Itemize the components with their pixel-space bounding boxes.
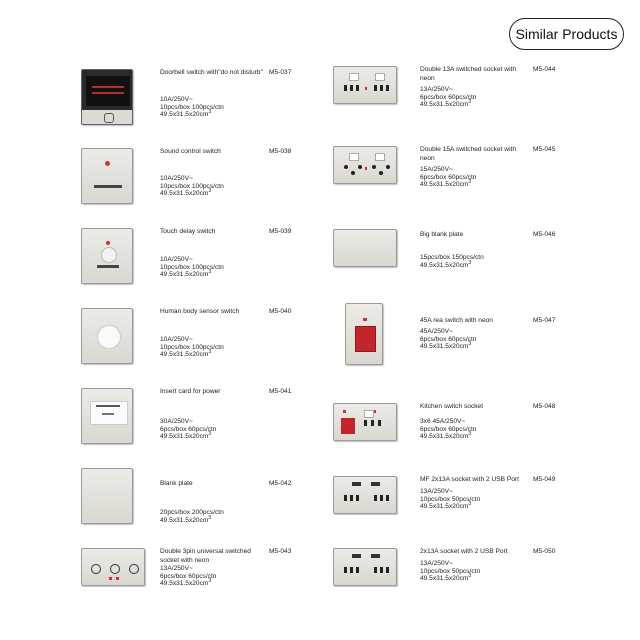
product-code: M5-048: [533, 403, 556, 410]
usb-socket-icon: [333, 548, 397, 586]
product-specs: 10A/250V~ 10pcs/box 100pcs/ctn $49.5x31.5x20cm^3$: [160, 96, 224, 119]
product-specs: 30A/250V~ 6pcs/box 60pcs/ctn $49.5x31.5x20cm^3$: [160, 418, 217, 441]
product-code: M5-040: [269, 308, 292, 315]
product-specs: 13A/250V~ 10pcs/box 50pcs/ctn $49.5x31.5x20cm^3$: [420, 488, 481, 511]
product-specs: 10A/250V~ 10pcs/box 100pcs/ctn $49.5x31.5x20cm^3$: [160, 175, 224, 198]
product-specs: 15pcs/box 150pcs/ctn $49.5x31.5x20cm^3$: [420, 254, 484, 269]
card-power-switch-icon: [81, 388, 133, 444]
usb-socket-icon: [333, 476, 397, 514]
touch-delay-switch-icon: [81, 228, 133, 284]
product-code: M5-037: [269, 69, 292, 76]
product-specs: 10A/250V~ 10pcs/box 100pcs/ctn $49.5x31.5x20cm^3$: [160, 336, 224, 359]
product-code: M5-038: [269, 148, 292, 155]
product-specs: 13A/250V~ 10pcs/box 50pcs/ctn $49.5x31.5x20cm^3$: [420, 560, 481, 583]
product-m5-050: [333, 548, 633, 620]
product-code: M5-041: [269, 388, 292, 395]
product-specs: 15A/250V~ 6pcs/box 60pcs/ctn $49.5x31.5x20cm^3$: [420, 166, 477, 189]
product-code: M5-043: [269, 548, 292, 555]
product-specs: 45A/250V~ 6pcs/box 60pcs/ctn $49.5x31.5x20cm^3$: [420, 328, 477, 351]
product-name: Human body sensor switch: [160, 308, 240, 315]
product-name: Insert card for power: [160, 388, 221, 395]
product-m5-048: [333, 403, 633, 475]
product-m5-046: [333, 229, 633, 301]
similar-products-title: Similar Products: [509, 18, 624, 50]
product-specs: 13A/250V~ 6pcs/box 60pcs/ctn $49.5x31.5x20cm^3$: [420, 86, 477, 109]
product-specs: 20pcs/box 200pcs/ctn $49.5x31.5x20cm^3$: [160, 509, 224, 524]
product-m5-044: [333, 66, 633, 138]
product-name: Doorbell switch with"do not disturb": [160, 69, 263, 76]
big-blank-plate-icon: [333, 229, 397, 267]
product-specs: 3x6 45A/250V~ 6pcs/box 60pcs/ctn $49.5x31.5x20cm^3$: [420, 418, 477, 441]
product-code: M5-049: [533, 476, 556, 483]
sound-control-switch-icon: [81, 148, 133, 204]
blank-plate-icon: [81, 468, 133, 524]
product-code: M5-042: [269, 480, 292, 487]
product-name: 2x13A socket with 2 USB Port: [420, 548, 508, 555]
product-name: MF 2x13A socket with 2 USB Port: [420, 476, 519, 483]
body-sensor-switch-icon: [81, 308, 133, 364]
product-name: Double 15A switched socket with neon: [420, 146, 517, 162]
product-name: Blank plate: [160, 480, 193, 487]
product-name: Kitchen switch socket: [420, 403, 484, 410]
product-code: M5-039: [269, 228, 292, 235]
product-specs: 13A/250V~ 6pcs/box 60pcs/ctn $49.5x31.5x20cm^3$: [160, 565, 217, 588]
product-name: Sound control switch: [160, 148, 221, 155]
product-name: Big blank plate: [420, 231, 464, 238]
product-m5-045: [333, 146, 633, 218]
universal-socket-icon: [81, 548, 145, 586]
product-code: M5-044: [533, 66, 556, 73]
product-name: Touch delay switch: [160, 228, 216, 235]
product-name: 45A rea switch with neon: [420, 317, 493, 324]
kitchen-switch-socket-icon: [333, 403, 397, 441]
product-specs: 10A/250V~ 10pcs/box 100pcs/ctn $49.5x31.5x20cm^3$: [160, 256, 224, 279]
product-code: M5-047: [533, 317, 556, 324]
product-code: M5-050: [533, 548, 556, 555]
product-code: M5-046: [533, 231, 556, 238]
double-13a-socket-icon: [333, 66, 397, 104]
doorbell-switch-icon: [81, 69, 133, 125]
product-code: M5-045: [533, 146, 556, 153]
45a-switch-icon: [345, 303, 383, 365]
product-name: Double 13A switched socket with neon: [420, 66, 517, 82]
product-m5-047: [333, 303, 633, 375]
double-15a-socket-icon: [333, 146, 397, 184]
product-name: Double 3pin universal switched socket with neon: [160, 548, 251, 564]
product-m5-049: [333, 476, 633, 548]
